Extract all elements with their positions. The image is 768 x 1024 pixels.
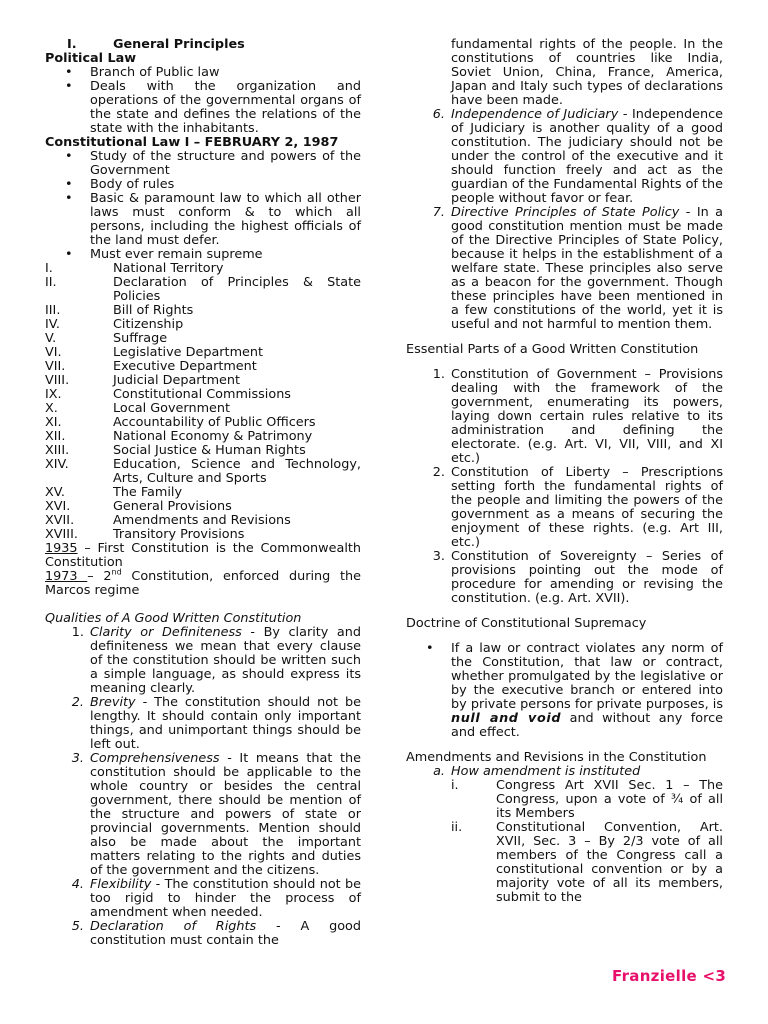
article-item (45, 318, 361, 332)
article-title: Accountability of Public Officers (113, 415, 316, 430)
article-item (45, 276, 361, 304)
quality-item (45, 752, 361, 878)
list-item: • Basic & paramount law to which all other laws must conform & to which all persons, including the highest officials of the land must defer. (45, 192, 361, 248)
quality-text (451, 108, 723, 206)
article-title: Judicial Department (113, 373, 241, 388)
quality-description: - It means that the constitution should be applicable to the whole country or besides the central government, there should be mention of the structure and powers of state or provincial governments. Mention should also be made about the important matters relating to the rights and duties of the government and the citizens. (90, 751, 361, 878)
quality-term: Flexibility (90, 877, 152, 892)
quality-term: Clarity or Definiteness (90, 625, 242, 640)
amendment-text: Constitutional Convention, Art. XVII, Sec. 3 – By 2/3 vote of all members of the Congress call a constitutional convention or by a majority vote of all its members, submit to the (496, 820, 723, 905)
article-number: XIII. (45, 443, 70, 458)
list-item: • Study of the structure and powers of the Government (45, 150, 361, 178)
amendment-item (406, 779, 723, 821)
constitutional-law-heading: Constitutional Law I – FEBRUARY 2, 1987 (45, 135, 339, 150)
article-item (45, 402, 361, 416)
article-title: Education, Science and Technology, Arts, Culture and Sports (113, 457, 361, 486)
article-number: IV. (45, 317, 60, 332)
quality-number: 7. (432, 205, 445, 220)
essential-text: Constitution of Liberty – Prescriptions setting forth the fundamental rights of the people and limiting the powers of the government as a means of securing the enjoyment of these rights. (e.g. Art III, etc.) (451, 465, 723, 550)
quality-term: Directive Principles of State Policy (451, 205, 680, 220)
quality-text (90, 920, 361, 948)
paragraph-1935: 1935 – First Constitution is the Commonwealth Constitution (45, 541, 361, 570)
article-item (45, 514, 361, 528)
list-item: • Branch of Public law (45, 66, 361, 80)
articles-list (45, 262, 361, 542)
article-title: Transitory Provisions (113, 527, 245, 542)
quality-number: 6. (432, 107, 445, 122)
article-number: IX. (45, 387, 62, 402)
paragraph-1973: 1973 – 2nd Constitution, enforced during the Marcos regime (45, 567, 361, 598)
right-column (406, 38, 723, 905)
quality-5-continued: fundamental rights of the people. In the constitutions of countries like India, Soviet Union, China, France, America, Japan and Italy such types of declarations have been made. (451, 37, 723, 108)
political-law-heading: Political Law (45, 51, 137, 66)
article-item (45, 360, 361, 374)
quality-text (451, 206, 723, 332)
article-number: XVIII. (45, 527, 78, 542)
amendment-number: ii. (451, 820, 463, 835)
footer-signature: Franzielle <3 (612, 967, 727, 985)
list-item: • If a law or contract violates any norm of the Constitution, that law or contract, whether promulgated by the legislative or by the executive branch or entered into by private persons for private purposes, is null and void and without any force and effect. (406, 642, 723, 740)
quality-item (45, 696, 361, 752)
quality-term: Brevity (90, 695, 136, 710)
article-item (45, 304, 361, 318)
amendment-item (406, 821, 723, 905)
article-item (45, 444, 361, 458)
quality-text (90, 752, 361, 878)
list-item: • Must ever remain supreme (45, 248, 361, 262)
quality-number: 5. (71, 919, 84, 934)
article-number: V. (45, 331, 57, 346)
article-number: VIII. (45, 373, 70, 388)
article-number: XI. (45, 415, 62, 430)
amendment-number: i. (451, 778, 459, 793)
article-title: Declaration of Principles & State Policies (113, 275, 361, 304)
list-item: • Deals with the organization and operations of the governmental organs of the state and defines the relations of the state with the inhabitants. (45, 80, 361, 136)
essential-item (406, 550, 723, 606)
quality-text (90, 696, 361, 752)
article-item (45, 388, 361, 402)
quality-text (90, 878, 361, 920)
article-title: National Economy & Patrimony (113, 429, 313, 444)
article-title: Local Government (113, 401, 231, 416)
article-title: National Territory (113, 261, 224, 276)
amendment-subheading: a. How amendment is instituted (433, 764, 641, 779)
quality-term: Comprehensiveness (90, 751, 220, 766)
article-title: Amendments and Revisions (113, 513, 291, 528)
article-item (45, 346, 361, 360)
essential-parts-heading: Essential Parts of a Good Written Constitution (406, 342, 699, 357)
article-item (45, 416, 361, 430)
quality-term: Declaration of Rights (90, 919, 257, 934)
quality-item (45, 920, 361, 948)
list-item: • Body of rules (45, 178, 361, 192)
bullet-icon: • (65, 247, 73, 262)
essential-number: 3. (432, 549, 445, 564)
quality-description: - In a good constitution mention must be made of the Directive Principles of State Policy, because it helps in the establishment of a welfare state. These principles also serve as a beacon for the government. Though these principles have been mentioned in a few constitutions of the world, yet it is useful and not harmful to mention them. (451, 205, 723, 332)
quality-item (45, 878, 361, 920)
article-title: Bill of Rights (113, 303, 194, 318)
article-number: XIV. (45, 457, 69, 472)
bullet-icon: • (65, 149, 73, 164)
essential-item (406, 466, 723, 550)
qualities-list-continued (406, 108, 723, 332)
quality-item (406, 206, 723, 332)
article-item (45, 332, 361, 346)
article-item (45, 430, 361, 444)
essential-number: 2. (432, 465, 445, 480)
article-number: XVII. (45, 513, 75, 528)
article-number: VI. (45, 345, 62, 360)
bullet-icon: • (65, 191, 73, 206)
essential-number: 1. (432, 367, 445, 382)
qualities-list (45, 626, 361, 948)
article-number: XVI. (45, 499, 71, 514)
essential-item (406, 368, 723, 466)
article-title: General Provisions (113, 499, 232, 514)
quality-description: - A good constitution must contain the (90, 919, 361, 948)
quality-description: - Independence of Judiciary is another quality of a good constitution. The judiciary should not be under the control of the executive and it should function freely and act as the guardian of the Fundamental Rights of the people without favor or fear. (451, 107, 723, 206)
bullet-icon: • (65, 177, 73, 192)
quality-description: - The constitution should not be too rigid to hinder the process of amendment when needed. (90, 877, 361, 920)
article-number: XII. (45, 429, 66, 444)
quality-text (90, 626, 361, 696)
quality-description: - By clarity and definiteness we mean that every clause of the constitution should be written such a simple language, as should express its meaning clearly. (90, 625, 361, 696)
bullet-icon: • (426, 641, 434, 656)
article-item (45, 528, 361, 542)
article-number: II. (45, 275, 57, 290)
quality-number: 3. (71, 751, 84, 766)
article-number: I. (45, 261, 53, 276)
article-number: XV. (45, 485, 65, 500)
article-title: Constitutional Commissions (113, 387, 291, 402)
article-title: Social Justice & Human Rights (113, 443, 306, 458)
quality-number: 4. (71, 877, 84, 892)
bullet-icon: • (65, 79, 73, 94)
essential-parts-list (406, 368, 723, 606)
article-number: VII. (45, 359, 66, 374)
amendments-heading: Amendments and Revisions in the Constitution (406, 750, 707, 765)
article-item (45, 486, 361, 500)
article-item (45, 458, 361, 486)
article-title: The Family (113, 485, 183, 500)
essential-text: Constitution of Sovereignty – Series of provisions pointing out the mode of procedure for amending or revising the constitution. (e.g. Art. XVII). (451, 549, 723, 606)
amendment-items (406, 779, 723, 905)
article-item (45, 500, 361, 514)
article-number: X. (45, 401, 58, 416)
article-title: Executive Department (113, 359, 257, 374)
qualities-heading: Qualities of A Good Written Constitution (45, 611, 302, 626)
article-title: Legislative Department (113, 345, 264, 360)
quality-term: Independence of Judiciary (451, 107, 619, 122)
amendment-text: Congress Art XVII Sec. 1 – The Congress, upon a vote of ¾ of all its Members (496, 778, 723, 821)
article-number: III. (45, 303, 61, 318)
quality-item (406, 108, 723, 206)
article-item (45, 262, 361, 276)
doctrine-heading: Doctrine of Constitutional Supremacy (406, 616, 647, 631)
essential-text: Constitution of Government – Provisions dealing with the framework of the government, enumerating its powers, laying down certain rules relative to its administration and defining the electorate. (e.g. Art. VI, VII, VIII, and XI etc.) (451, 367, 723, 466)
bullet-icon: • (65, 65, 73, 80)
quality-number: 2. (71, 695, 84, 710)
quality-number: 1. (71, 625, 84, 640)
quality-description: - The constitution should not be lengthy. It should contain only important things, and unimportant things should be left out. (90, 695, 361, 752)
article-item (45, 374, 361, 388)
article-title: Citizenship (113, 317, 184, 332)
left-column (45, 38, 361, 948)
article-title: Suffrage (113, 331, 168, 346)
quality-item (45, 626, 361, 696)
section-title: I. General Principles (67, 37, 245, 52)
